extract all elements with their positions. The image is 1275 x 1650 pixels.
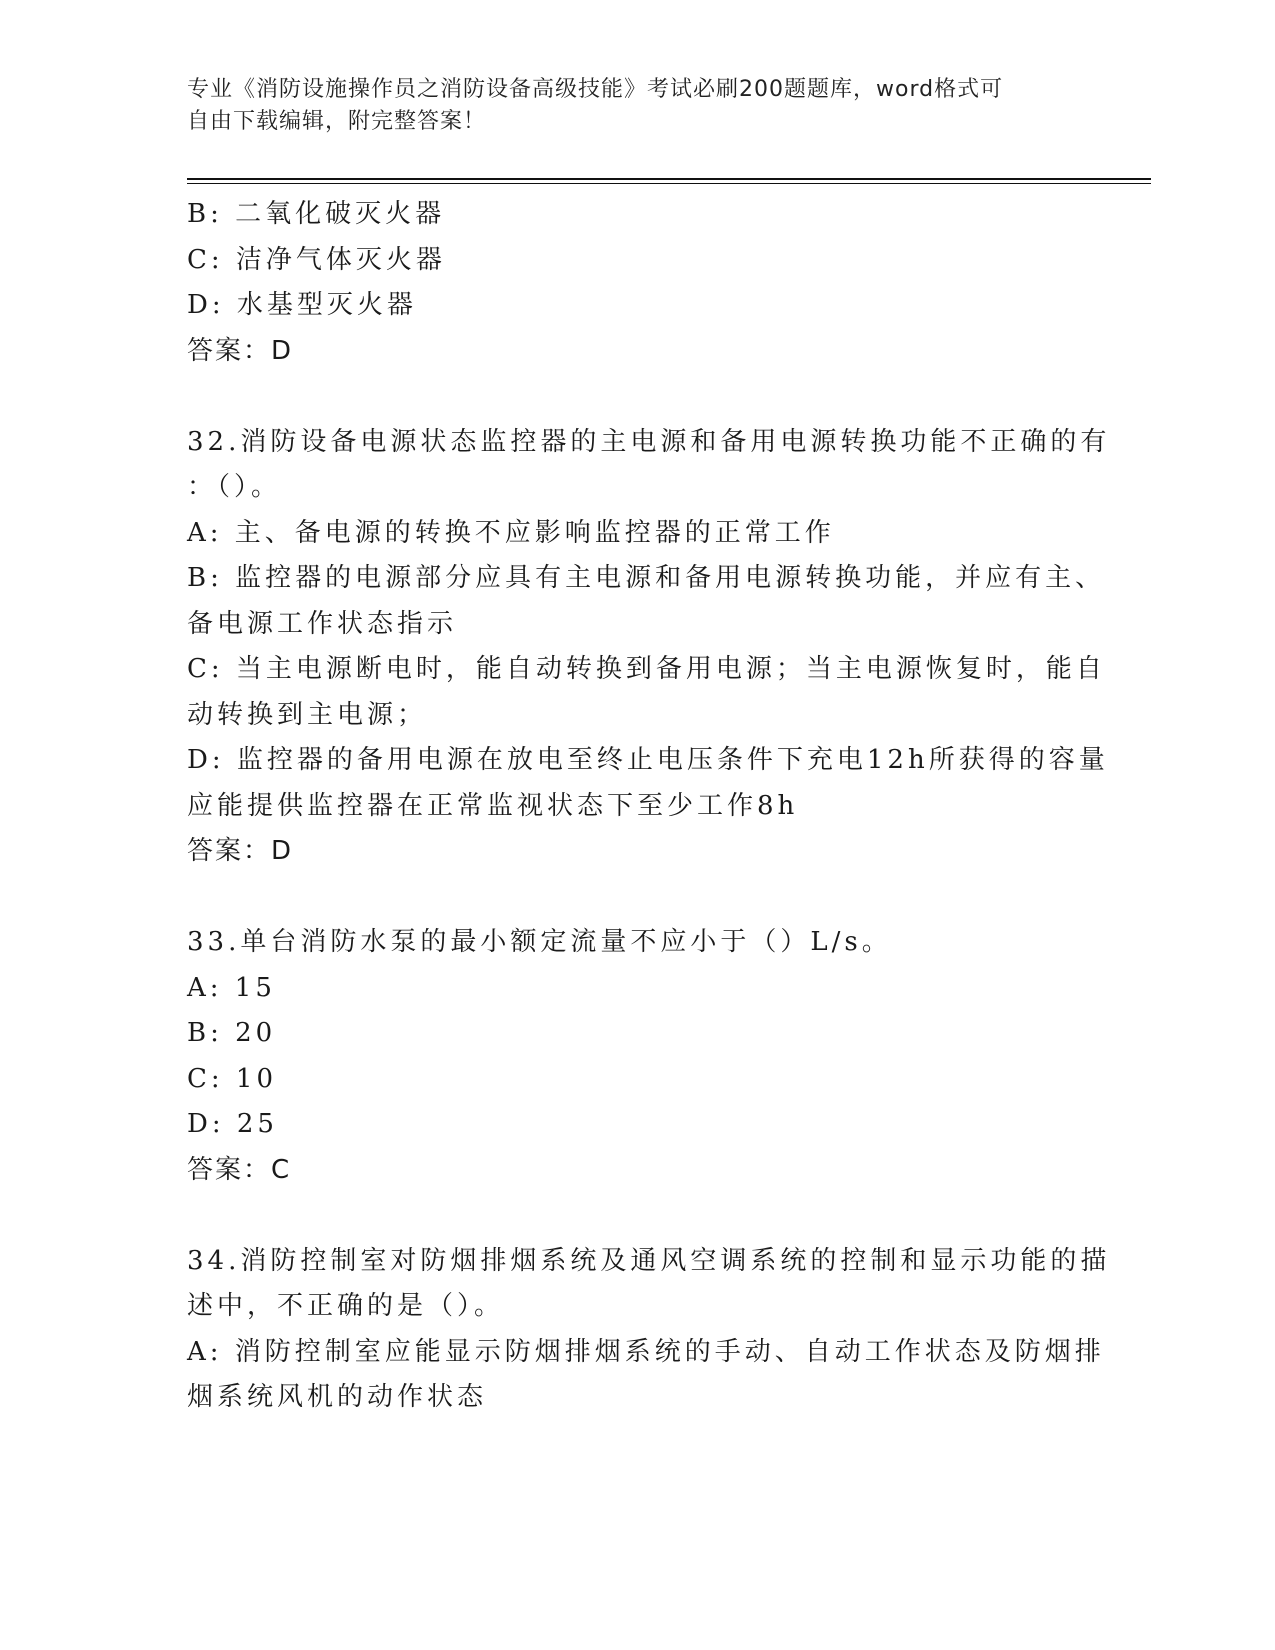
document-header — [187, 74, 1067, 138]
question-32-option-b: B: 监控器的电源部分应具有主电源和备用电源转换功能，并应有主、 — [187, 563, 1106, 593]
header-divider-thin — [187, 183, 1151, 184]
spacer — [187, 1193, 1087, 1239]
question-34-stem-cont: 述中，不正确的是（）。 — [187, 1291, 505, 1321]
question-34-option-a-cont: 烟系统风机的动作状态 — [187, 1382, 488, 1412]
option-b: B: 二氧化破灭火器 — [187, 199, 446, 229]
question-33-option-a: A: 15 — [187, 972, 276, 1003]
question-33-stem: 33.单台消防水泵的最小额定流量不应小于（）L/s。 — [187, 927, 892, 957]
question-33-option-d: D: 25 — [187, 1109, 278, 1139]
question-32-stem-cont: ：（）。 — [187, 472, 282, 502]
option-c: C: 洁净气体灭火器 — [187, 244, 446, 275]
question-32-option-c: C: 当主电源断电时，能自动转换到备用电源；当主电源恢复时，能自 — [187, 654, 1106, 684]
question-33-answer: 答案：C — [187, 1154, 292, 1185]
header-line-1: 专业《消防设施操作员之消防设备高级技能》考试必刷200题题库，word格式可 — [187, 77, 1004, 102]
question-32-option-a: A: 主、备电源的转换不应影响监控器的正常工作 — [187, 517, 835, 548]
option-d: D: 水基型灭火器 — [187, 290, 417, 320]
header-line-2: 自由下载编辑，附完整答案！ — [187, 109, 487, 134]
question-32-option-b-cont: 备电源工作状态指示 — [187, 608, 458, 639]
question-33-option-c: C: 10 — [187, 1063, 278, 1094]
spacer — [187, 875, 1087, 921]
question-34-option-a: A: 消防控制室应能显示防烟排烟系统的手动、自动工作状态及防烟排 — [187, 1336, 1105, 1367]
question-32-option-d: D: 监控器的备用电源在放电至终止电压条件下充电12h所获得的容量 — [187, 745, 1109, 775]
question-32-option-c-cont: 动转换到主电源； — [187, 699, 428, 730]
question-32-option-d-cont: 应能提供监控器在正常监视状态下至少工作8h — [187, 790, 799, 821]
question-32-answer: 答案：D — [187, 836, 294, 866]
question-33-option-b: B: 20 — [187, 1018, 277, 1048]
answer-line: 答案：D — [187, 335, 294, 366]
question-content — [187, 192, 1111, 1421]
spacer — [187, 374, 1087, 420]
question-34-stem: 34.消防控制室对防烟排烟系统及通风空调系统的控制和显示功能的描 — [187, 1245, 1111, 1276]
question-32-stem: 32.消防设备电源状态监控器的主电源和备用电源转换功能不正确的有 — [187, 426, 1111, 457]
header-divider-thick — [187, 178, 1151, 180]
